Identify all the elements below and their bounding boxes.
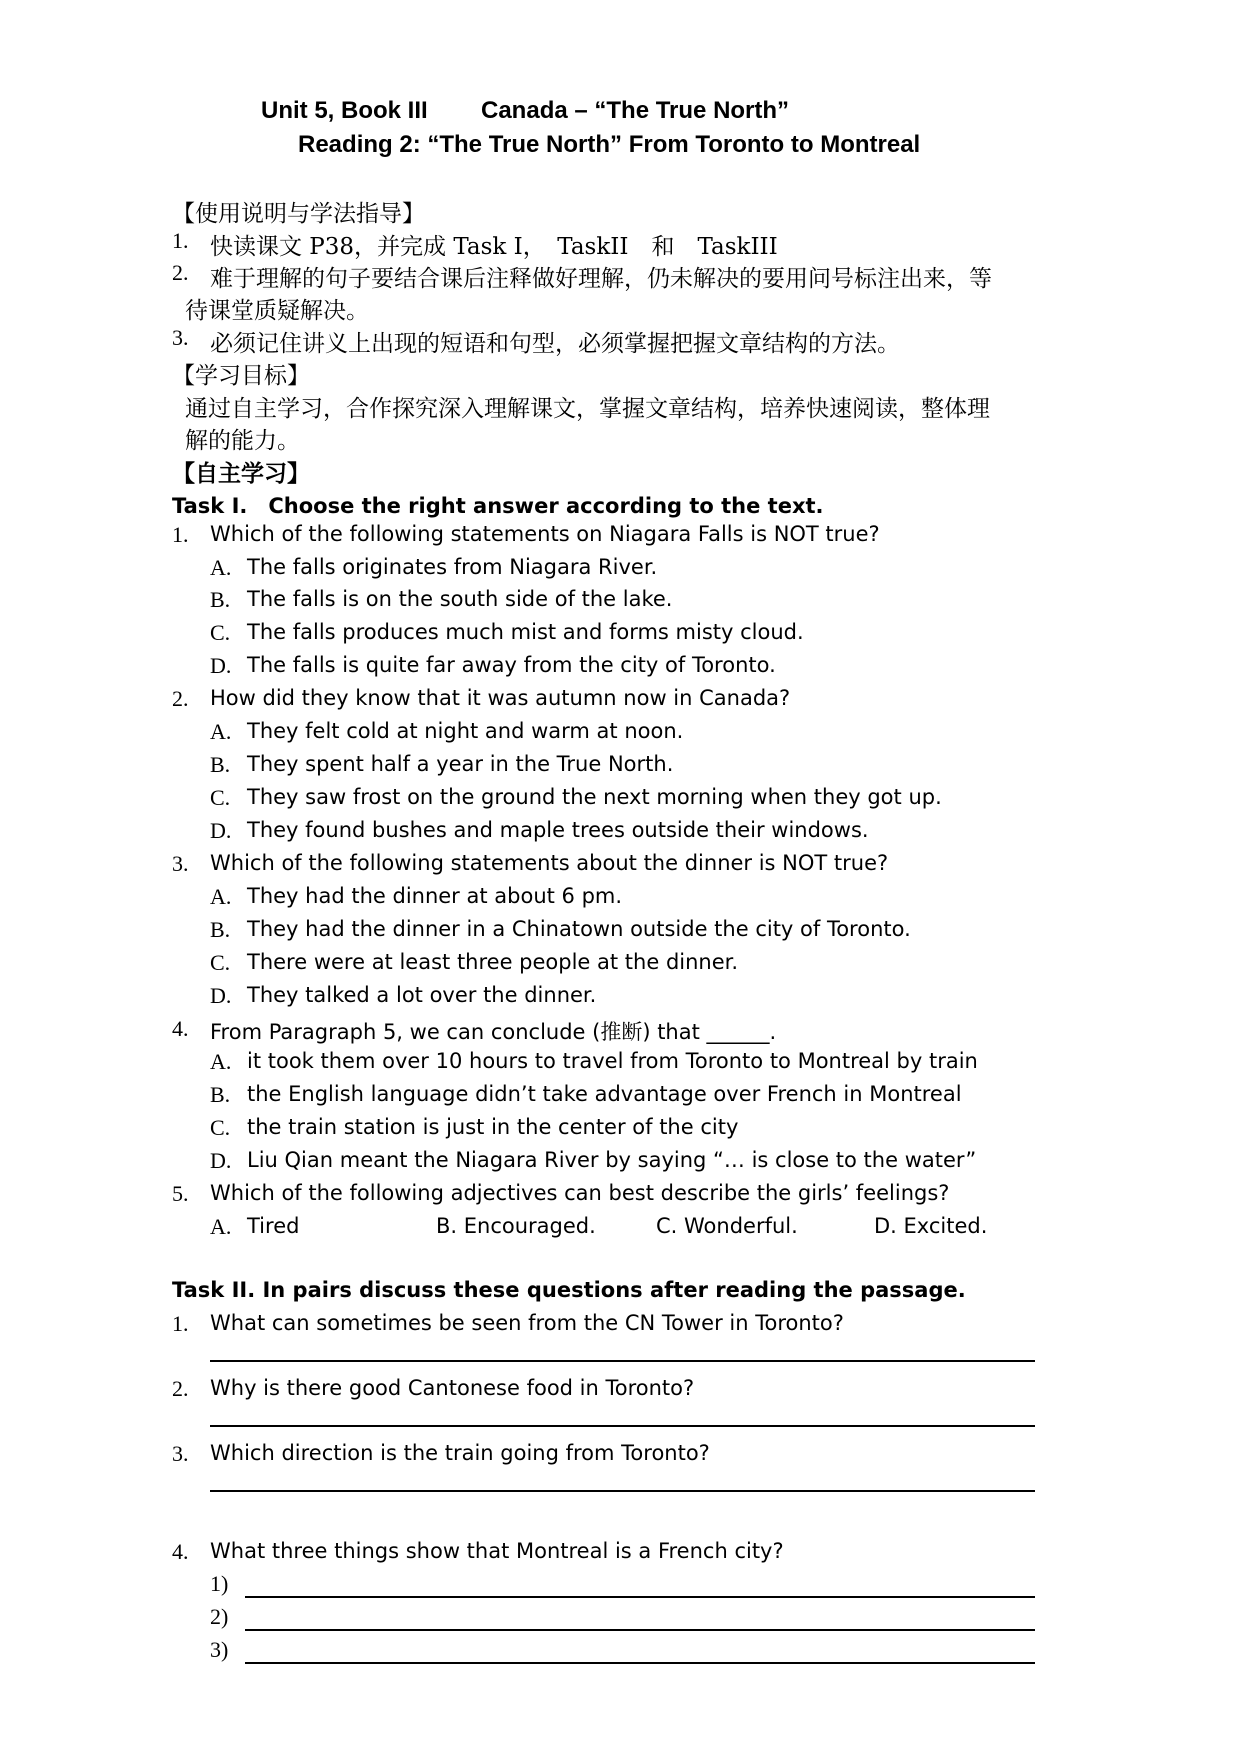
option-label: D. [210,818,232,843]
instruction-number: 2. [172,260,189,285]
option-text: the English language didn’t take advantage over French in Montreal [247,1082,962,1106]
option-text: The falls produces much mist and forms misty cloud. [247,620,804,644]
option-text: They felt cold at night and warm at noon. [247,719,684,743]
task2-title: Task II. In pairs discuss these questions after reading the passage. [172,1278,966,1302]
question-text: What three things show that Montreal is a French city? [210,1539,784,1563]
option-label: A. [210,1049,232,1074]
question-number: 5. [172,1181,189,1206]
answer-blank[interactable] [210,1360,1035,1362]
answer-blank[interactable] [245,1596,1035,1598]
question-number: 2. [172,1376,189,1401]
sub-item-number: 1) [210,1571,229,1596]
option-text: the train station is just in the center of the city [247,1115,739,1139]
question-text: Which of the following statements on Niagara Falls is NOT true? [210,522,880,546]
option-label: C. [210,785,231,810]
answer-blank[interactable] [210,1425,1035,1427]
option-label: C. [210,1115,231,1140]
option-label: B. [210,917,231,942]
unit-title: Unit 5, Book III [261,97,428,124]
option-text: B. Encouraged. [436,1214,596,1238]
option-label: A. [210,555,232,580]
option-text: The falls is on the south side of the lake. [247,587,673,611]
question-text: What can sometimes be seen from the CN Tower in Toronto? [210,1311,844,1335]
option-text: Tired [247,1214,300,1238]
instruction-text: 必须记住讲义上出现的短语和句型，必须掌握把握文章结构的方法。 [210,331,900,357]
option-label: A. [210,1214,232,1239]
answer-blank[interactable] [210,1490,1035,1492]
reading-title: Reading 2: “The True North” From Toronto to Montreal [298,131,921,158]
question-number: 3. [172,851,189,876]
option-text: They had the dinner at about 6 pm. [247,884,623,908]
option-label: D. [210,1148,232,1173]
option-text: There were at least three people at the dinner. [247,950,739,974]
question-number: 3. [172,1441,189,1466]
option-text: They had the dinner in a Chinatown outside the city of Toronto. [247,917,911,941]
sub-item-number: 3) [210,1637,229,1662]
question-text: Which of the following statements about the dinner is NOT true? [210,851,889,875]
instructions-heading: 【使用说明与学法指导】 [172,201,425,227]
question-text: Which direction is the train going from Toronto? [210,1441,710,1465]
option-text: it took them over 10 hours to travel from Toronto to Montreal by train [247,1049,978,1073]
option-label: A. [210,884,232,909]
option-label: A. [210,719,232,744]
instruction-number: 1. [172,228,189,253]
option-text: The falls originates from Niagara River. [247,555,658,579]
question-number: 1. [172,1311,189,1336]
question-text: From Paragraph 5, we can conclude (推断) that ______. [210,1020,777,1044]
option-text: C. Wonderful. [656,1214,798,1238]
option-text: D. Excited. [874,1214,988,1238]
option-text: Liu Qian meant the Niagara River by saying “… is close to the water” [247,1148,977,1172]
instruction-text: 快读课文 P38，并完成 Task I， TaskII 和 TaskIII [210,234,778,260]
option-label: D. [210,983,232,1008]
instruction-number: 3. [172,325,189,350]
question-number: 4. [172,1016,189,1041]
option-text: They found bushes and maple trees outside their windows. [247,818,869,842]
option-text: The falls is quite far away from the city of Toronto. [247,653,776,677]
question-text: How did they know that it was autumn now in Canada? [210,686,791,710]
sub-item-number: 2) [210,1604,229,1629]
option-label: B. [210,752,231,777]
option-label: C. [210,950,231,975]
goals-heading: 【学习目标】 [172,363,310,389]
option-label: B. [210,1082,231,1107]
answer-blank[interactable] [245,1662,1035,1664]
instruction-text-continued: 待课堂质疑解决。 [185,298,369,324]
topic-title: Canada – “The True North” [481,97,790,124]
option-label: C. [210,620,231,645]
option-label: D. [210,653,232,678]
option-text: They saw frost on the ground the next morning when they got up. [247,785,942,809]
option-text: They spent half a year in the True North. [247,752,674,776]
option-label: B. [210,587,231,612]
instruction-text: 难于理解的句子要结合课后注释做好理解，仍未解决的要用问号标注出来，等 [210,266,992,292]
goals-text-continued: 解的能力。 [185,428,300,454]
question-text: Why is there good Cantonese food in Toronto? [210,1376,695,1400]
option-text: They talked a lot over the dinner. [247,983,597,1007]
answer-blank[interactable] [245,1629,1035,1631]
question-text: Which of the following adjectives can best describe the girls’ feelings? [210,1181,950,1205]
question-number: 4. [172,1539,189,1564]
question-number: 2. [172,686,189,711]
question-number: 1. [172,522,189,547]
goals-text: 通过自主学习，合作探究深入理解课文，掌握文章结构，培养快速阅读，整体理 [185,396,990,422]
self-study-heading: 【自主学习】 [172,460,310,487]
task1-title: Task I. Choose the right answer according to the text. [172,494,824,518]
